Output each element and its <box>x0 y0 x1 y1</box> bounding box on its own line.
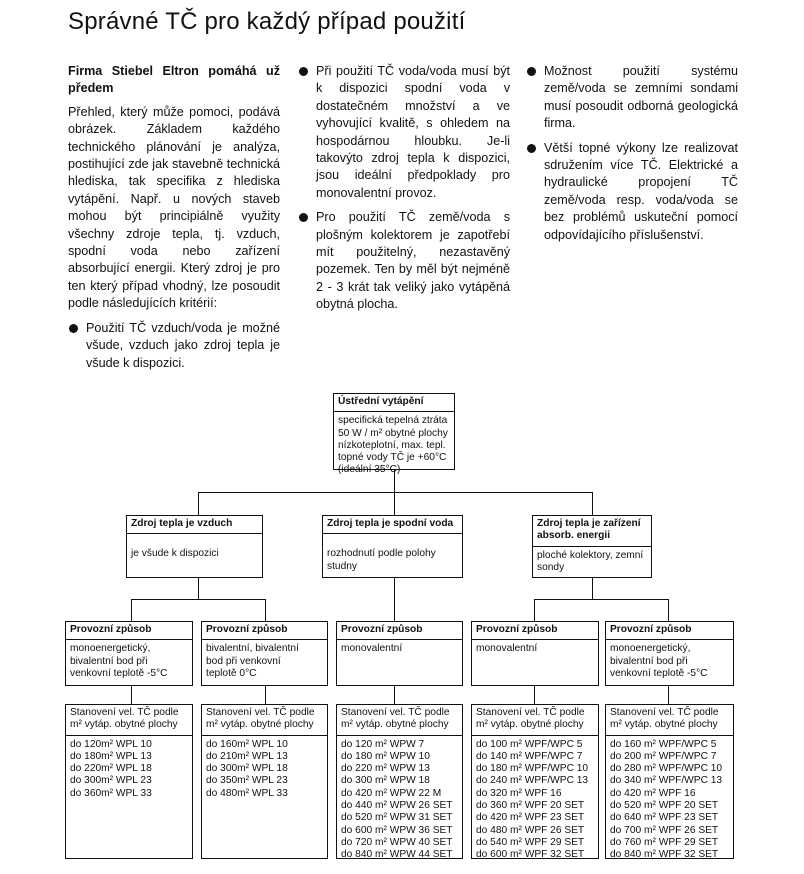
root-line: 50 W / m² obytné plochy <box>338 427 448 439</box>
connector-line <box>394 686 395 704</box>
connector-line <box>668 686 669 704</box>
sizing-row: do 300 m² WPW 18 <box>341 775 430 787</box>
sizing-header-line: Stanovení vel. TČ podle <box>476 707 585 718</box>
sizing-row: do 840 m² WPF 32 SET <box>610 849 719 861</box>
intro-paragraph: Přehled, který může pomoci, podává obrázek. Základem každého technického plánování je analýza, postihující zde jak stavebně technická hlediska, tak specifika z hlediska vytápění. Např. u nových staveb mohou být principiálně využity všechny zdroje tepla, tj. vzduch, spodní voda nebo zařízení absorbující energii. Který zdroj je pro ten který případ vhodný, lze posoudit podle následujících kritérií: <box>68 104 280 311</box>
source-box-body: je všude k dispozici <box>131 548 219 560</box>
sizing-box <box>65 704 193 859</box>
sizing-row: do 240 m² WPF/WPC 13 <box>476 775 589 787</box>
bullet-dot-icon <box>69 324 78 333</box>
mode-box <box>605 621 734 686</box>
root-box <box>333 393 455 476</box>
page-title: Správné TČ pro každý případ použití <box>68 8 466 35</box>
bullet-text: Použití TČ vzduch/voda je možné všude, vzduch jako zdroj tepla je všude k dispozici. <box>86 320 280 370</box>
connector-line <box>198 492 592 493</box>
sizing-header-line: m² vytáp. obytné plochy <box>70 719 178 731</box>
sizing-header-line: Stanovení vel. TČ podle <box>610 707 719 718</box>
connector-line <box>668 599 669 621</box>
sizing-box <box>605 704 734 859</box>
root-line: topné vody TČ je +60°C <box>338 452 447 464</box>
mode-box-header: Provozní způsob <box>606 622 733 640</box>
mode-box <box>471 621 599 686</box>
source-box-groundwater <box>322 515 463 578</box>
sizing-row: do 320 m² WPF 16 <box>476 787 562 799</box>
sizing-row: do 180 m² WPF/WPC 10 <box>476 763 589 775</box>
mode-box-header: Provozní způsob <box>337 622 462 640</box>
bullet-ground-probes <box>526 63 738 133</box>
sizing-header-line: Stanovení vel. TČ podle <box>341 707 450 718</box>
sizing-row: do 200 m² WPF/WPC 7 <box>610 750 717 762</box>
sizing-row: do 160m² WPL 10 <box>206 738 288 750</box>
connector-line <box>592 492 593 515</box>
source-box-absorber <box>532 515 652 578</box>
sizing-row: do 480 m² WPF 26 SET <box>476 824 585 836</box>
bullet-ground-collector <box>298 209 510 313</box>
sizing-row: do 760 m² WPF 29 SET <box>610 836 719 848</box>
mode-line: bivalentní, bivalentní <box>206 643 299 655</box>
mode-line: bivalentní bod při <box>610 655 688 667</box>
sizing-header-line: m² vytáp. obytné plochy <box>610 719 718 731</box>
sizing-row: do 480m² WPL 33 <box>206 787 288 799</box>
sizing-row: do 420 m² WPF 16 <box>610 787 696 799</box>
sizing-row: do 140 m² WPF/WPC 7 <box>476 750 583 762</box>
sizing-header-line: Stanovení vel. TČ podle <box>70 707 179 718</box>
mode-line: venkovní teplotě -5°C <box>610 667 708 679</box>
sizing-row: do 160 m² WPF/WPC 5 <box>610 738 717 750</box>
bullet-air-water <box>68 320 280 372</box>
source-box-header: Zdroj tepla je vzduch <box>127 516 262 534</box>
sizing-row: do 180 m² WPW 10 <box>341 750 430 762</box>
mode-box-header: Provozní způsob <box>472 622 598 640</box>
sizing-row: do 120 m² WPW 7 <box>341 738 425 750</box>
sizing-header-line: Stanovení vel. TČ podle <box>206 707 315 718</box>
sizing-header-line: m² vytáp. obytné plochy <box>206 719 314 731</box>
sizing-row: do 300m² WPL 23 <box>70 775 152 787</box>
mode-box-header: Provozní způsob <box>66 622 192 640</box>
connector-line <box>534 599 668 600</box>
bullet-text: Větší topné výkony lze realizovat sdružením více TČ. Elektrické a hydraulické propojení TČ země/voda resp. voda/voda se bez problémů uskuteční pomocí odpovídajícího příslušenství. <box>544 140 738 242</box>
bullet-text: Pro použití TČ země/voda s plošným kolektorem je zapotřebí mít použitelný, nezastavěný pozemek. Ten by měl být nejméně 2 - 3 krát tak veliký jako vytápěná obytná plocha. <box>316 210 510 312</box>
bullet-dot-icon <box>299 213 308 222</box>
bullet-larger-outputs <box>526 140 738 244</box>
sizing-row: do 720 m² WPW 40 SET <box>341 836 453 848</box>
sizing-row: do 100 m² WPF/WPC 5 <box>476 738 583 750</box>
mode-line: monovalentní <box>341 643 403 655</box>
sizing-row: do 220 m² WPW 13 <box>341 763 430 775</box>
bullet-water-water <box>298 63 510 202</box>
root-line: (ideální 35°C) <box>338 464 401 476</box>
text-column-2 <box>298 63 510 321</box>
mode-line: monoenergetický, <box>70 643 151 655</box>
sizing-row: do 840 m² WPW 44 SET <box>341 849 453 861</box>
section-heading: Firma Stiebel Eltron pomáhá už předem <box>68 64 280 96</box>
connector-line <box>394 492 395 515</box>
mode-box <box>201 621 328 686</box>
sizing-row: do 600 m² WPW 36 SET <box>341 824 453 836</box>
mode-line: venkovní teplotě -5°C <box>70 667 168 679</box>
sizing-box <box>201 704 328 859</box>
root-box-header: Ústřední vytápění <box>334 394 454 412</box>
source-box-header: Zdroj tepla je zařízení absorb. energii <box>533 516 651 547</box>
sizing-row: do 520 m² WPW 31 SET <box>341 812 453 824</box>
text-column-3 <box>526 63 738 251</box>
sizing-row: do 540 m² WPF 29 SET <box>476 836 585 848</box>
source-box-body: ploché kolektory, zemní sondy <box>537 549 644 573</box>
sizing-box <box>336 704 463 859</box>
connector-line <box>592 578 593 599</box>
sizing-row: do 220m² WPL 18 <box>70 763 152 775</box>
mode-line: bod při venkovní <box>206 655 281 667</box>
connector-line <box>131 599 132 621</box>
sizing-row: do 440 m² WPW 26 SET <box>341 800 453 812</box>
bullet-dot-icon <box>299 67 308 76</box>
sizing-row: do 520 m² WPF 20 SET <box>610 800 719 812</box>
mode-line: bivalentní bod při <box>70 655 148 667</box>
mode-line: monoenergetický, <box>610 643 691 655</box>
connector-line <box>394 578 395 621</box>
connector-line <box>534 599 535 621</box>
connector-line <box>265 599 266 621</box>
sizing-row: do 640 m² WPF 23 SET <box>610 812 719 824</box>
sizing-row: do 360m² WPL 33 <box>70 787 152 799</box>
mode-box <box>65 621 193 686</box>
sizing-row: do 360 m² WPF 20 SET <box>476 800 585 812</box>
connector-line <box>265 686 266 704</box>
sizing-row: do 350m² WPL 23 <box>206 775 288 787</box>
source-box-body: rozhodnutí podle polohy studny <box>327 548 436 572</box>
connector-line <box>131 686 132 704</box>
text-column-1 <box>68 63 280 379</box>
sizing-row: do 120m² WPL 10 <box>70 738 152 750</box>
source-box-air <box>126 515 263 578</box>
sizing-row: do 420 m² WPF 23 SET <box>476 812 585 824</box>
sizing-row: do 300m² WPL 18 <box>206 763 288 775</box>
sizing-header-line: m² vytáp. obytné plochy <box>341 719 449 731</box>
sizing-row: do 700 m² WPF 26 SET <box>610 824 719 836</box>
sizing-box <box>471 704 599 859</box>
bullet-text: Při použití TČ voda/voda musí být k dispozici spodní voda v dostatečném množství a ve vyhovující kvalitě, s ohledem na hospodárnou hloubku. Je-li takovýto zdroj tepla k dispozici, jsou ideální předpoklady pro monovalentní provoz. <box>316 64 510 200</box>
root-line: nízkoteplotní, max. tepl. <box>338 439 446 451</box>
connector-line <box>131 599 265 600</box>
mode-box-header: Provozní způsob <box>202 622 327 640</box>
sizing-row: do 420 m² WPW 22 M <box>341 787 442 799</box>
mode-line: monovalentní <box>476 643 538 655</box>
bullet-text: Možnost použití systému země/voda se zemními sondami musí posoudit odborná geologická firma. <box>544 64 738 131</box>
sizing-row: do 180m² WPL 13 <box>70 750 152 762</box>
mode-box <box>336 621 463 686</box>
source-box-header: Zdroj tepla je spodní voda <box>323 516 462 534</box>
connector-line <box>534 686 535 704</box>
connector-line <box>198 492 199 515</box>
sizing-row: do 210m² WPL 13 <box>206 750 288 762</box>
bullet-dot-icon <box>527 144 536 153</box>
connector-line <box>198 578 199 599</box>
sizing-row: do 340 m² WPF/WPC 13 <box>610 775 723 787</box>
mode-line: teplotě 0°C <box>206 667 257 679</box>
sizing-row: do 600 m² WPF 32 SET <box>476 849 585 861</box>
root-line: specifická tepelná ztráta <box>338 415 448 427</box>
bullet-dot-icon <box>527 67 536 76</box>
sizing-header-line: m² vytáp. obytné plochy <box>476 719 584 731</box>
sizing-row: do 280 m² WPF/WPC 10 <box>610 763 723 775</box>
